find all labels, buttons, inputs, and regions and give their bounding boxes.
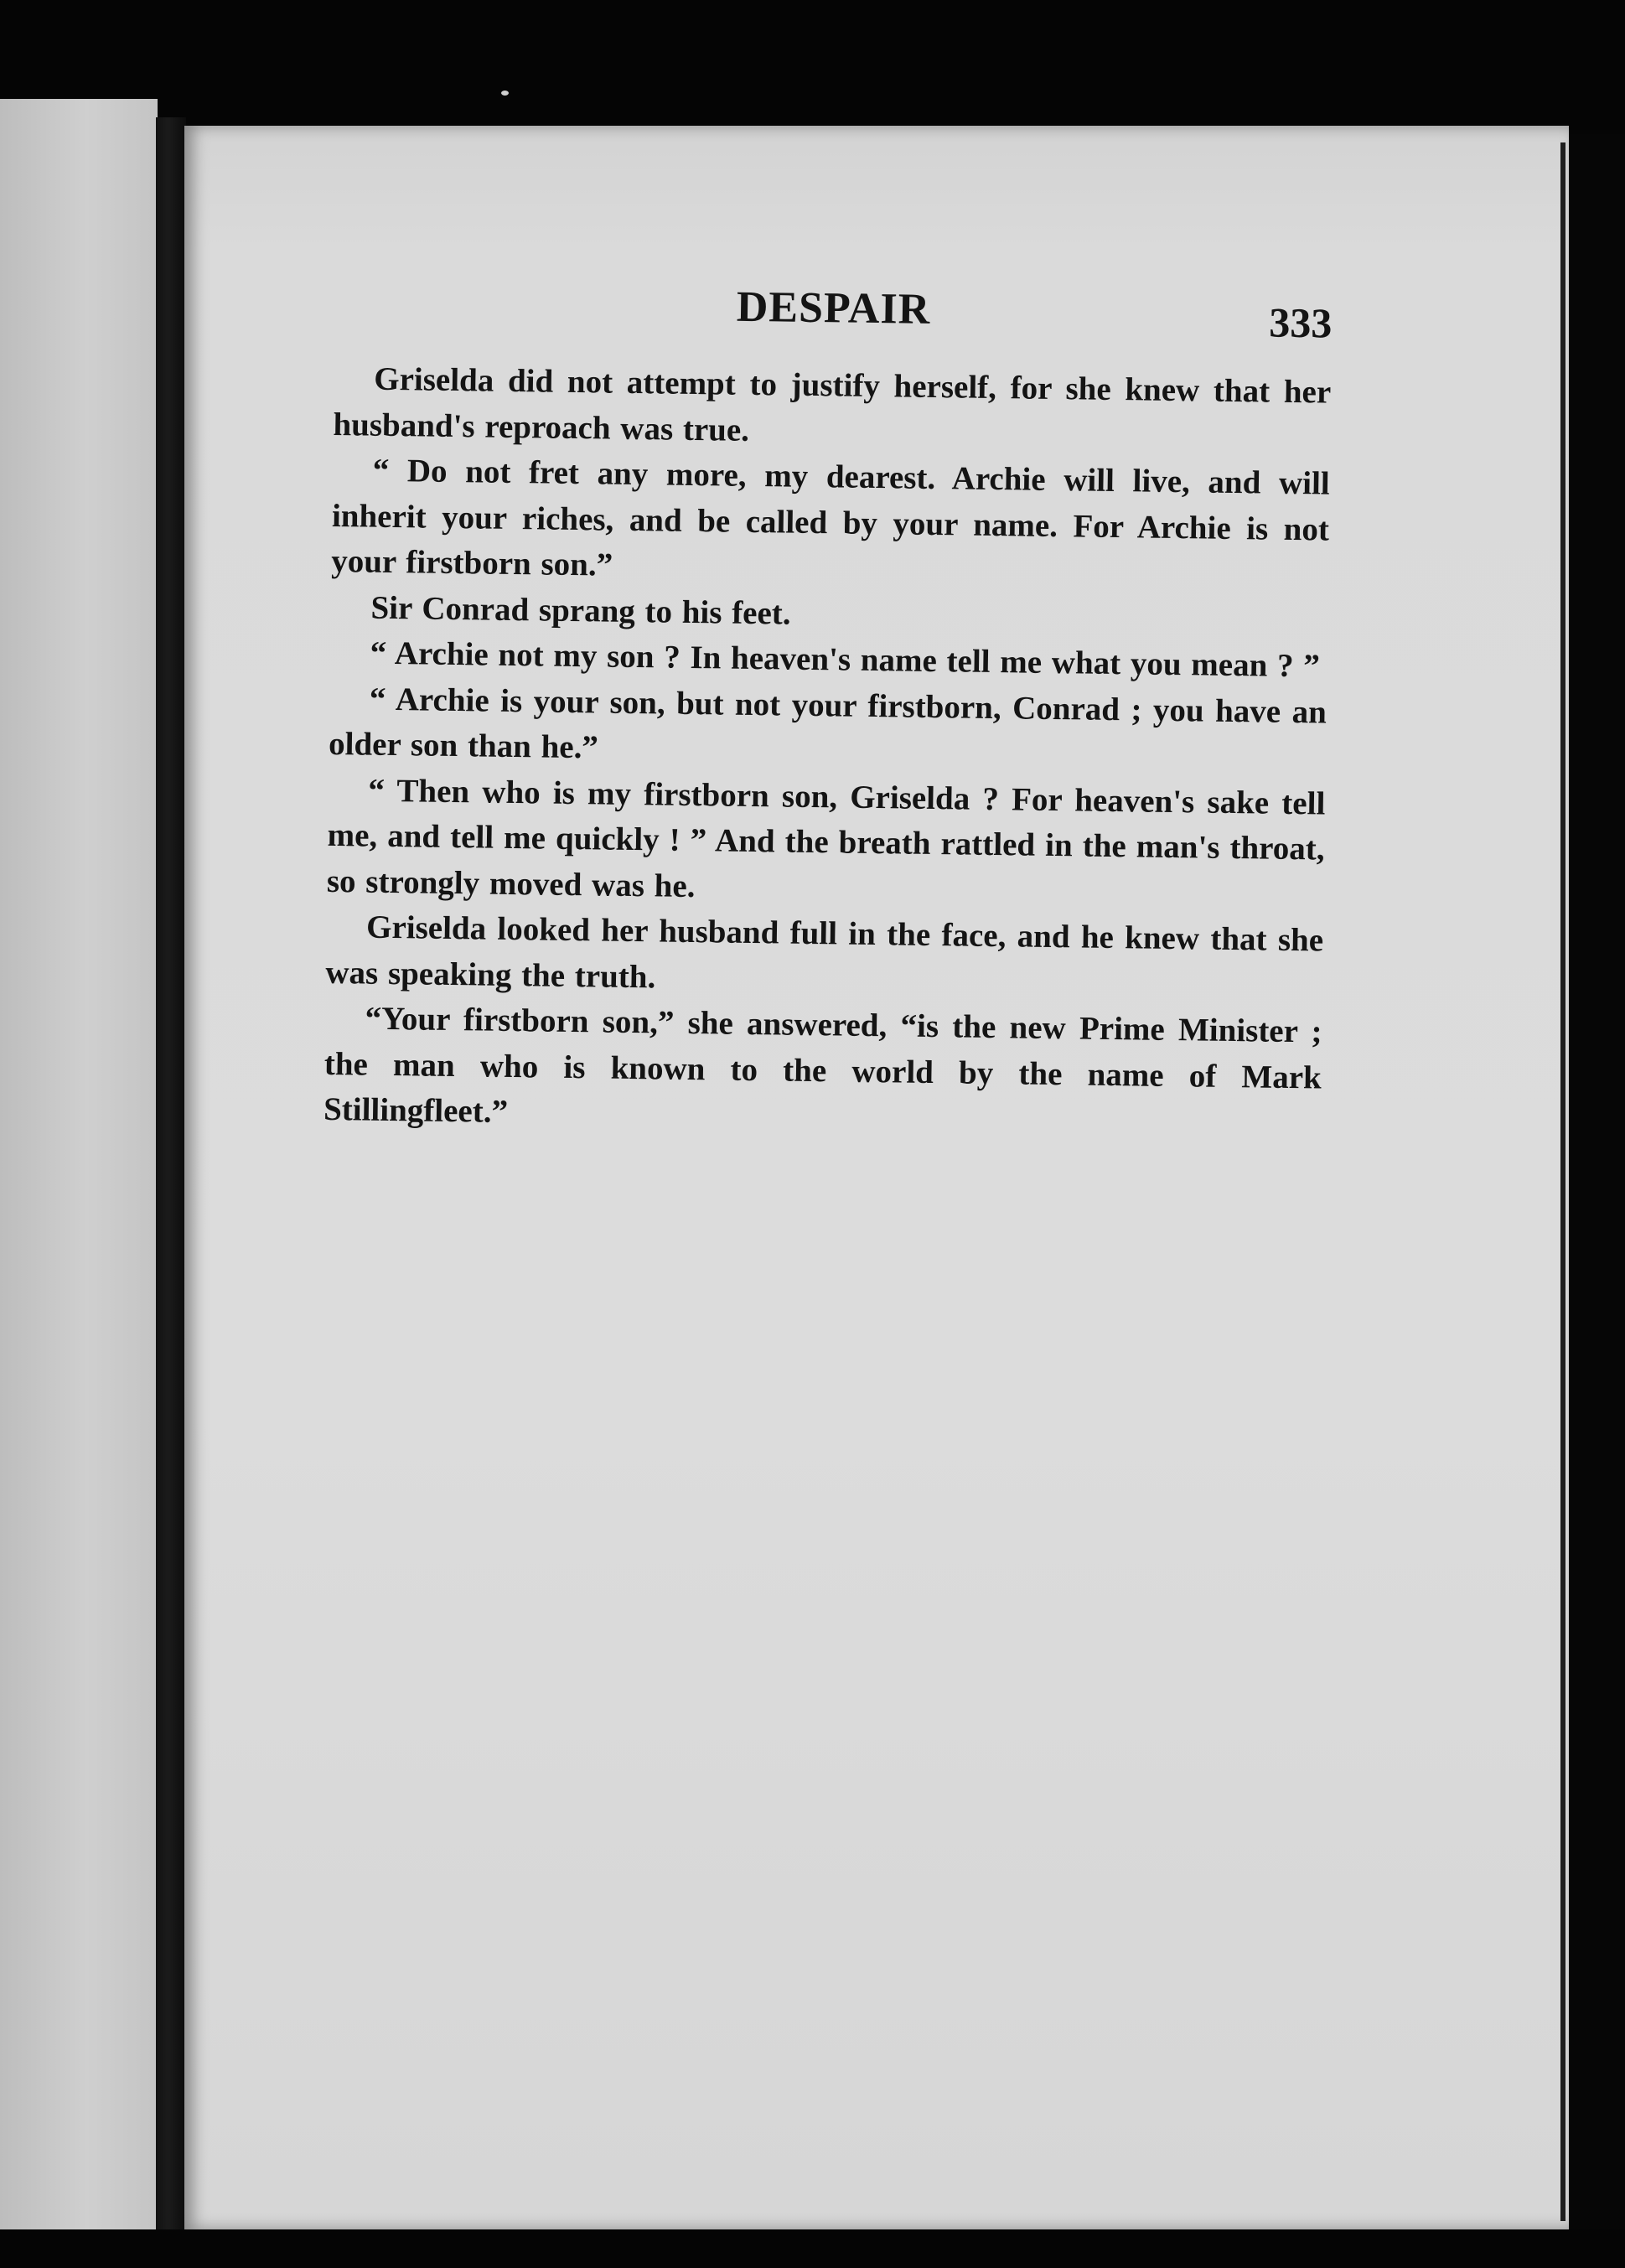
scan-background-bottom xyxy=(0,2229,1625,2268)
page-edge-shadow xyxy=(1560,142,1565,2221)
dust-speck xyxy=(501,91,509,96)
page-header xyxy=(334,277,1333,370)
page-number: 333 xyxy=(1268,298,1333,347)
scan-background-right xyxy=(1569,134,1625,2268)
paragraph: Sir Conrad sprang to his feet. xyxy=(370,589,791,632)
page-text xyxy=(323,277,1333,1147)
paragraph: Griselda did not attempt to justify herself, for she knew that her husband's reproach was true. xyxy=(333,360,1332,448)
paragraph: “ Archie is your son, but not your firstborn, Conrad ; you have an older son than he.” xyxy=(328,681,1327,766)
running-head: DESPAIR xyxy=(736,282,931,334)
paragraph: “Your firstborn son,” she answered, “is the new Prime Minister ; the man who is known to the world by the name of Mark Stillingfleet.” xyxy=(323,1000,1322,1130)
paragraph: Griselda looked her husband full in the face, and he knew that she was speaking the truth. xyxy=(325,909,1324,995)
paragraph: “ Then who is my firstborn son, Griselda ? For heaven's sake tell me, and tell me quickly ! ” And the breath rattled in the man's throat, so strongly moved was he. xyxy=(326,772,1326,904)
left-page-edge xyxy=(0,99,158,2245)
paragraph: “ Do not fret any more, my dearest. Archie will live, and will inherit your riches, and be called by your name. For Archie is not your firstborn son.” xyxy=(330,452,1330,583)
scan-background-top xyxy=(0,0,1625,126)
book-gutter xyxy=(156,117,186,2229)
paragraph: “ Archie not my son ? In heaven's name tell me what you mean ? ” xyxy=(370,634,1321,685)
